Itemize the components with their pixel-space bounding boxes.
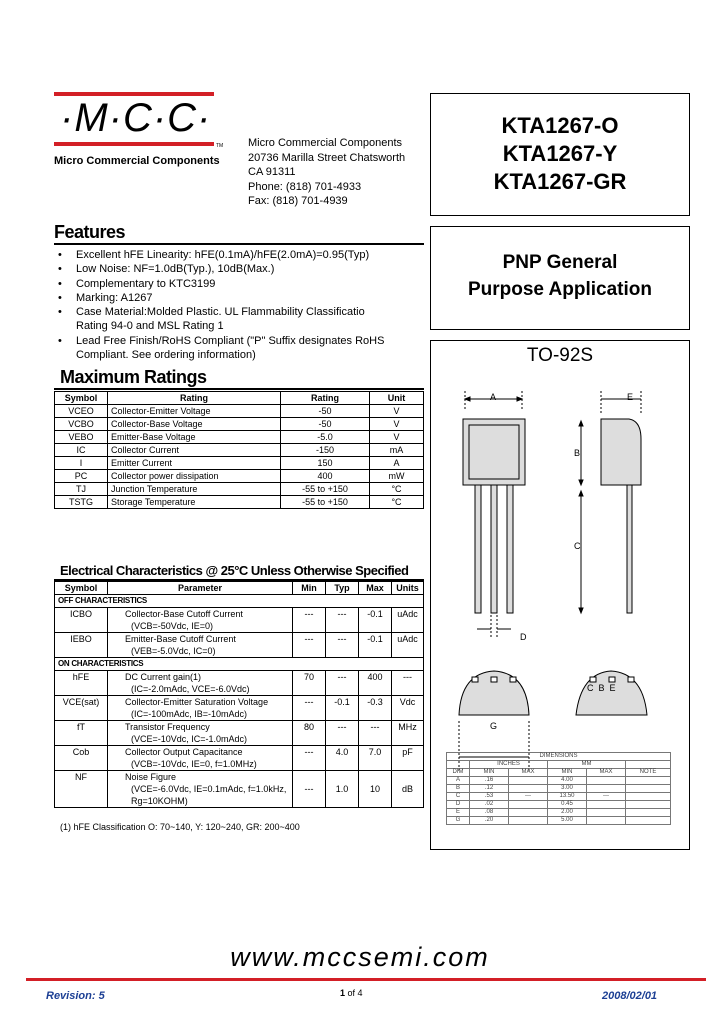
dim-cell: 3.00	[548, 785, 587, 793]
col-header: Units	[392, 582, 424, 595]
parameter-name: Transistor Frequency	[125, 722, 210, 732]
symbol-cell: VCEO	[55, 405, 108, 418]
part-number: KTA1267-O	[501, 113, 619, 138]
table-row	[55, 633, 424, 658]
side-view	[579, 391, 641, 613]
package-drawing	[431, 381, 687, 801]
symbol-cell: NF	[55, 771, 108, 808]
parameter-cell	[108, 771, 293, 808]
dim-cell: B	[447, 785, 470, 793]
dim-cell	[587, 785, 626, 793]
dim-cell	[509, 817, 548, 825]
address-line: Phone: (818) 701-4933	[248, 180, 362, 193]
col-header: Symbol	[55, 392, 108, 405]
table-row	[55, 483, 424, 496]
dim-cell	[626, 809, 671, 817]
dim-cell	[626, 777, 671, 785]
dim-cell	[509, 785, 548, 793]
rating-name: Emitter Current	[108, 457, 281, 470]
min-cell: ---	[293, 696, 326, 721]
dim-header: MAX	[509, 769, 548, 777]
address-line: Fax: (818) 701-4939	[248, 195, 348, 207]
typ-cell: ---	[326, 721, 359, 746]
dim-header: MIN	[470, 769, 509, 777]
dim-cell: .16	[470, 777, 509, 785]
rating-name: Collector-Emitter Voltage	[108, 405, 281, 418]
dim-title: DIMENSIONS	[447, 753, 671, 761]
rating-name: Junction Temperature	[108, 483, 281, 496]
unit-cell: MHz	[392, 721, 424, 746]
col-header: Max	[359, 582, 392, 595]
dim-cell: 2.00	[548, 809, 587, 817]
dim-cell: 13.50	[548, 793, 587, 801]
package-name: TO-92S	[526, 345, 594, 366]
feature-item: • Case Material:Molded Plastic. UL Flammability Classificatio Rating 94-0 and MSL Rating 1	[56, 305, 366, 334]
dim-cell: .12	[470, 785, 509, 793]
rating-value: -150	[281, 444, 370, 457]
parameter-condition: (VCB=-10Vdc, IE=0, f=1.0MHz)	[131, 759, 257, 769]
parameter-name: Collector Output Capacitance	[125, 747, 243, 757]
dim-cell: C	[447, 793, 470, 801]
dim-label-a: A	[490, 392, 497, 402]
table-row	[55, 405, 424, 418]
rating-name: Storage Temperature	[108, 496, 281, 509]
col-header: Rating	[281, 392, 370, 405]
unit-cell: V	[370, 405, 424, 418]
parameter-cell	[108, 671, 293, 696]
dim-label-e: E	[627, 392, 634, 402]
symbol-cell: fT	[55, 721, 108, 746]
symbol-cell: hFE	[55, 671, 108, 696]
unit-cell: Vdc	[392, 696, 424, 721]
min-cell: ---	[293, 771, 326, 808]
unit-cell: V	[370, 431, 424, 444]
parameter-name: Collector-Base Cutoff Current	[125, 609, 243, 619]
front-view	[463, 391, 525, 637]
logo-text: ·M·C·C·	[60, 96, 212, 140]
min-cell: ---	[293, 746, 326, 771]
dim-group-header: MM	[548, 761, 626, 769]
dim-cell	[626, 785, 671, 793]
dim-cell: ---	[509, 793, 548, 801]
rating-value: -50	[281, 418, 370, 431]
dim-cell	[587, 809, 626, 817]
dim-label-b: B	[574, 448, 581, 458]
elec-heading: Electrical Characteristics @ 25°C Unless Otherwise Specified	[60, 563, 409, 578]
symbol-cell: PC	[55, 470, 108, 483]
dim-header: NOTE	[626, 769, 671, 777]
feature-item: • Complementary to KTC3199	[56, 277, 426, 291]
dim-cell	[626, 761, 671, 769]
on-characteristics-heading: ON CHARACTERISTICS	[55, 658, 424, 671]
symbol-cell: VCE(sat)	[55, 696, 108, 721]
page-total: of 4	[347, 988, 363, 998]
dim-cell	[626, 817, 671, 825]
rating-name: Collector power dissipation	[108, 470, 281, 483]
rating-value: -55 to +150	[281, 483, 370, 496]
dim-cell	[626, 801, 671, 809]
dim-cell	[587, 801, 626, 809]
col-header: Symbol	[55, 582, 108, 595]
typ-cell: 1.0	[326, 771, 359, 808]
dim-cell: 4.00	[548, 777, 587, 785]
dim-group-header: INCHES	[470, 761, 548, 769]
table-row	[55, 671, 424, 696]
col-header: Parameter	[108, 582, 293, 595]
symbol-cell: I	[55, 457, 108, 470]
unit-cell: dB	[392, 771, 424, 808]
parameter-condition: (VCE=-10Vdc, IC=-1.0mAdc)	[131, 734, 248, 744]
trademark-mark: TM	[216, 143, 224, 149]
rating-value: 400	[281, 470, 370, 483]
max-cell: -0.1	[359, 608, 392, 633]
symbol-cell: TJ	[55, 483, 108, 496]
col-header: Typ	[326, 582, 359, 595]
elec-table	[54, 581, 424, 808]
dim-cell: .53	[470, 793, 509, 801]
dim-header: MIN	[548, 769, 587, 777]
revision-label: Revision: 5	[46, 990, 105, 1002]
dim-label-g: G	[490, 721, 498, 731]
part-number: KTA1267-GR	[493, 169, 627, 194]
address-line: CA 91311	[248, 166, 296, 178]
min-cell: 80	[293, 721, 326, 746]
col-header: Rating	[108, 392, 281, 405]
unit-cell: °C	[370, 483, 424, 496]
unit-cell: °C	[370, 496, 424, 509]
address-block	[248, 136, 405, 209]
parameter-name: Collector-Emitter Saturation Voltage	[125, 697, 269, 707]
unit-cell: mA	[370, 444, 424, 457]
table-row	[55, 444, 424, 457]
dim-cell	[626, 793, 671, 801]
dim-row	[447, 777, 671, 785]
description-box	[430, 226, 690, 330]
min-cell: ---	[293, 633, 326, 658]
feature-item: • Low Noise: NF=1.0dB(Typ.), 10dB(Max.)	[56, 262, 426, 276]
dim-cell	[587, 777, 626, 785]
parameter-condition: (VEB=-5.0Vdc, IC=0)	[131, 646, 216, 656]
features-list	[56, 248, 426, 362]
description-line: PNP General	[502, 252, 618, 273]
dim-cell	[509, 809, 548, 817]
dim-cell: A	[447, 777, 470, 785]
max-ratings-heading: Maximum Ratings	[60, 367, 207, 387]
dim-cell	[587, 817, 626, 825]
feature-item: • Excellent hFE Linearity: hFE(0.1mA)/hFE(2.0mA)=0.95(Typ)	[56, 248, 426, 262]
dim-cell: .20	[470, 817, 509, 825]
table-row	[55, 418, 424, 431]
dim-cell: .08	[470, 809, 509, 817]
part-number-box	[430, 93, 690, 216]
features-underline	[54, 243, 424, 245]
symbol-cell: VEBO	[55, 431, 108, 444]
address-line: Micro Commercial Components	[248, 137, 403, 149]
dim-cell: .02	[470, 801, 509, 809]
parameter-condition: (VCB=-50Vdc, IE=0)	[131, 621, 214, 631]
table-row	[55, 431, 424, 444]
hfe-classification-note: (1) hFE Classification O: 70~140, Y: 120~240, GR: 200~400	[60, 822, 300, 832]
max-cell: -0.3	[359, 696, 392, 721]
parameter-cell	[108, 746, 293, 771]
max-cell: 7.0	[359, 746, 392, 771]
dim-cell: E	[447, 809, 470, 817]
rating-name: Emitter-Base Voltage	[108, 431, 281, 444]
rating-value: 150	[281, 457, 370, 470]
off-characteristics-heading: OFF CHARACTERISTICS	[55, 595, 424, 608]
unit-cell: mW	[370, 470, 424, 483]
col-header: Min	[293, 582, 326, 595]
feature-item: • Lead Free Finish/RoHS Compliant ("P" Suffix designates RoHS Compliant. See ordering information)	[56, 334, 396, 363]
unit-cell: A	[370, 457, 424, 470]
dim-cell: 5.00	[548, 817, 587, 825]
symbol-cell: IEBO	[55, 633, 108, 658]
table-row	[55, 496, 424, 509]
max-cell: 10	[359, 771, 392, 808]
typ-cell: 4.0	[326, 746, 359, 771]
table-row	[55, 771, 424, 808]
parameter-cell	[108, 608, 293, 633]
website-url[interactable]: www.mccsemi.com	[230, 942, 490, 972]
unit-cell: uAdc	[392, 608, 424, 633]
company-name: Micro Commercial Components	[54, 155, 220, 167]
dim-row	[447, 801, 671, 809]
max-ratings-underline	[54, 388, 424, 390]
pin-labels: C B E	[587, 683, 616, 693]
dim-cell	[509, 801, 548, 809]
dim-header: DIM	[447, 769, 470, 777]
dim-label-c: C	[574, 541, 581, 551]
typ-cell: ---	[326, 671, 359, 696]
part-number: KTA1267-Y	[502, 141, 618, 166]
parameter-name: DC Current gain(1)	[125, 672, 202, 682]
rating-value: -50	[281, 405, 370, 418]
table-row	[55, 608, 424, 633]
parameter-condition: (IC=-100mAdc, IB=-10mAdc)	[131, 709, 248, 719]
dim-row	[447, 809, 671, 817]
table-row	[55, 721, 424, 746]
logo-bar-bottom	[54, 142, 214, 146]
parameter-name: Emitter-Base Cutoff Current	[125, 634, 236, 644]
max-cell: ---	[359, 721, 392, 746]
parameter-condition: (VCE=-6.0Vdc, IE=0.1mAdc, f=1.0kHz,	[131, 784, 287, 794]
dim-row	[447, 785, 671, 793]
max-cell: -0.1	[359, 633, 392, 658]
parameter-cell	[108, 721, 293, 746]
dim-label-d: D	[520, 632, 527, 642]
rating-value: -55 to +150	[281, 496, 370, 509]
parameter-condition: Rg=10KOHM)	[131, 796, 188, 806]
dim-cell	[509, 777, 548, 785]
symbol-cell: ICBO	[55, 608, 108, 633]
feature-item: • Marking: A1267	[56, 291, 426, 305]
page-indicator	[340, 988, 363, 998]
address-line: 20736 Marilla Street Chatsworth	[248, 151, 406, 164]
dim-row	[447, 817, 671, 825]
description-line: Purpose Application	[467, 279, 653, 300]
rating-name: Collector-Base Voltage	[108, 418, 281, 431]
dim-header: MAX	[587, 769, 626, 777]
unit-cell: V	[370, 418, 424, 431]
table-row	[55, 457, 424, 470]
min-cell: 70	[293, 671, 326, 696]
footer-bar	[26, 978, 706, 981]
max-ratings-table	[54, 391, 424, 509]
table-row	[55, 746, 424, 771]
dimensions-table	[446, 752, 671, 825]
parameter-cell	[108, 633, 293, 658]
symbol-cell: IC	[55, 444, 108, 457]
dim-cell: 0.45	[548, 801, 587, 809]
typ-cell: ---	[326, 633, 359, 658]
dim-cell: ---	[587, 793, 626, 801]
col-header: Unit	[370, 392, 424, 405]
symbol-cell: VCBO	[55, 418, 108, 431]
dim-cell: G	[447, 817, 470, 825]
parameter-cell	[108, 696, 293, 721]
min-cell: ---	[293, 608, 326, 633]
parameter-name: Noise Figure	[125, 772, 177, 782]
features-heading: Features	[54, 222, 126, 242]
typ-cell: -0.1	[326, 696, 359, 721]
symbol-cell: Cob	[55, 746, 108, 771]
unit-cell: pF	[392, 746, 424, 771]
max-cell: 400	[359, 671, 392, 696]
unit-cell: ---	[392, 671, 424, 696]
typ-cell: ---	[326, 608, 359, 633]
table-row	[55, 470, 424, 483]
rating-name: Collector Current	[108, 444, 281, 457]
table-row	[55, 696, 424, 721]
dim-cell: D	[447, 801, 470, 809]
symbol-cell: TSTG	[55, 496, 108, 509]
rating-value: -5.0	[281, 431, 370, 444]
date-label: 2008/02/01	[602, 990, 658, 1002]
bottom-view-right	[576, 671, 647, 715]
dim-cell	[447, 761, 470, 769]
page-number: 1	[340, 988, 346, 998]
parameter-condition: (IC=-2.0mAdc, VCE=-6.0Vdc)	[131, 684, 250, 694]
unit-cell: uAdc	[392, 633, 424, 658]
dim-row	[447, 793, 671, 801]
